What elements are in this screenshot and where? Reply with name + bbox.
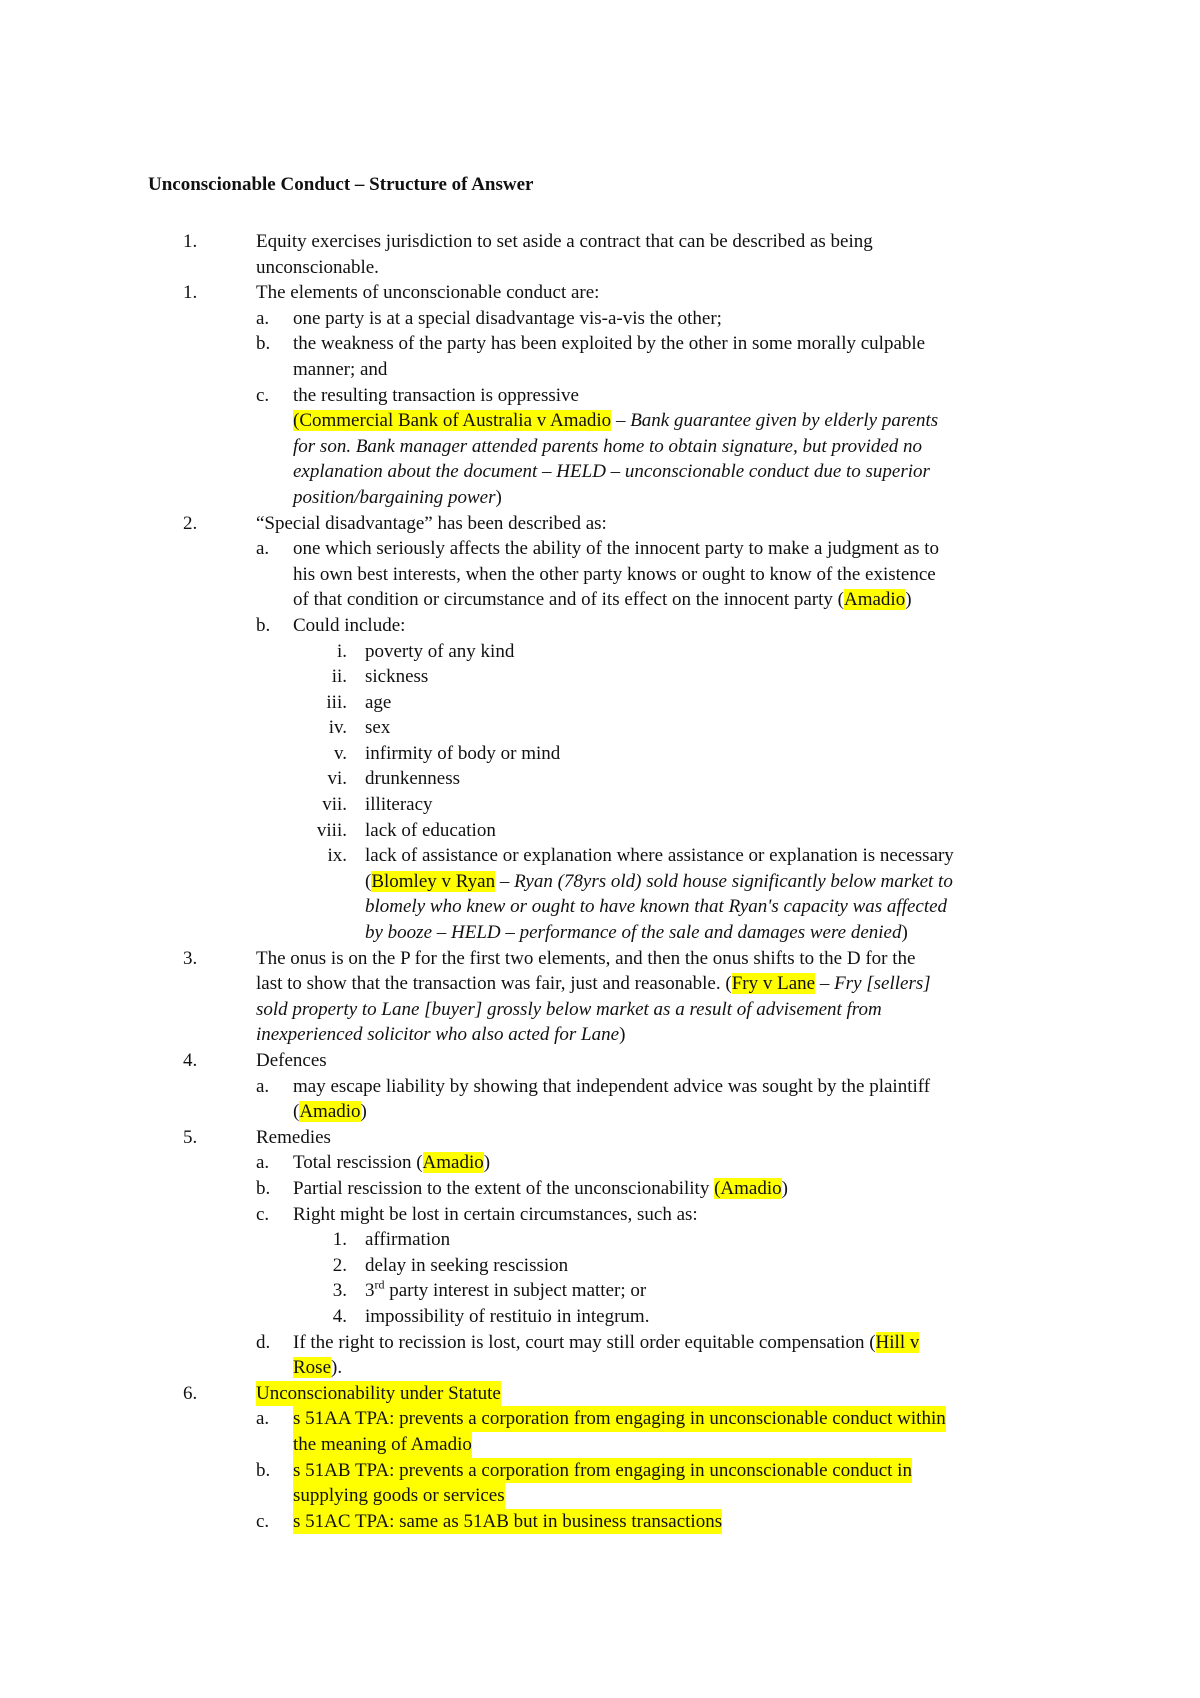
item-text: The elements of unconscionable conduct are: <box>256 282 600 304</box>
sub-item-text: may escape liability by showing that independent advice was sought by the plaintiff <box>293 1075 931 1097</box>
roman-item <box>0 715 1200 741</box>
roman-numeral: ix. <box>327 845 347 867</box>
item-number: 2. <box>183 512 198 534</box>
item-number: 1. <box>183 282 198 304</box>
sub-item-label: a. <box>256 1408 270 1430</box>
item-number: 6. <box>183 1382 198 1404</box>
sub-item-text: supplying goods or services <box>293 1483 505 1509</box>
item-number: 3. <box>332 1280 347 1302</box>
roman-item-text: age <box>365 691 392 713</box>
numbered-item-text: delay in seeking rescission <box>365 1254 569 1276</box>
case-summary: for son. Bank manager attended parents home to obtain signature, but provided no <box>293 435 923 457</box>
roman-numeral: ii. <box>331 666 347 688</box>
list-item <box>0 280 1200 306</box>
sub-item-label: d. <box>256 1331 271 1353</box>
case-citation: (Commercial Bank of Australia v Amadio – Bank guarantee given by elderly parents <box>293 410 939 432</box>
roman-item-text: sex <box>365 717 391 739</box>
roman-item-text: lack of assistance or explanation where assistance or explanation is necessary <box>365 845 954 867</box>
numbered-item-text: impossibility of restituio in integrum. <box>365 1305 650 1327</box>
sub-item <box>0 1406 1200 1432</box>
item-number: 1. <box>332 1229 347 1251</box>
sub-item-text: of that condition or circumstance and of its effect on the innocent party ( <box>293 589 844 611</box>
sub-item-text: s 51AC TPA: same as 51AB but in business transactions <box>293 1509 722 1535</box>
numbered-item <box>0 1227 1200 1253</box>
answer-outline: 1. Equity exercises jurisdiction to set aside a contract that can be described as being unconscionable. 1. The elements of unconscionable conduct are: a. one party is at a special disadvantage vis-a-vis the other; b. the weakness of the party has been exploited by the other in some morally culpable manner; and c. the resulting transaction is oppressive (Commercial Bank of Australia v Amadio – Bank guarantee given by elderly parents for son. Bank manager attended parents home to obtain signature, but provided no explanation about the document – HELD – unconscionable conduct due to superior position/bargaining power) 2. “Special disadvantage” has been described as: a. one which seriously affects the ability of the innocent party to make a judgment as to his own best interests, when the other party knows or ought to know of the existence of that condition or circumstance and of its effect on the innocent party (Amadio) b. Could include: i. poverty of any kind ii. sickness iii. age iv. sex v. infirmity of body or mind vi. drunkenness vii. illiteracy viii. lack of education ix. lack of assistance or explanation where assistance or explanation is necessary (Blomley v Ryan – Ryan (78yrs old) sold house significantly below market to blomely who knew or ought to have known that Ryan's capacity was affected by booze – HELD – performance of the sale and damages were denied) 3. The onus is on the P for the first two elements, and then the onus shifts to the D for the last to show that the transaction was fair, just and reasonable. (Fry v Lane – Fry [sellers] sold property to Lane [buyer] grossly below market as a result of advisement from inexperienced solicitor who also acted for Lane) 4. Defences a. may escape liability by showing that independent advice was sought by the plaintiff (Amadio) 5. Remedies a. Total rescission (Amadio) b. Partial rescission to the extent of the unconscionability (Amadio) c. Right might be lost in certain circumstances, such as: 1. affirmation 2. delay in seeking rescission 3. 3rd party interest in subject matter; or 4. impossibility of restituio in integrum. d. If the right to recission is lost, court may still order equitable compensation (Hill v Rose). 6. Unconscionability under Statute a. s 51AA TPA: prevents a corporation from engaging in unconscionable conduct within the meaning of Amadio b. s 51AB TPA: prevents a corporation from engaging in unconscionable conduct in supplying goods or services c. s 51AC TPA: same as 51AB but in business transactions <box>0 229 1200 1534</box>
list-item <box>0 946 1200 972</box>
sub-item-text: the resulting transaction is oppressive <box>293 384 579 406</box>
roman-numeral: iv. <box>328 717 347 739</box>
numbered-item <box>0 1304 1200 1330</box>
sub-item <box>0 1074 1200 1100</box>
sub-item-label: a. <box>256 1152 270 1174</box>
case-name: Amadio <box>299 1101 361 1123</box>
item-text: Defences <box>256 1050 327 1071</box>
roman-item <box>0 792 1200 818</box>
roman-item <box>0 843 1200 869</box>
sub-item <box>0 331 1200 357</box>
roman-numeral: iii. <box>326 691 347 713</box>
item-text: unconscionable. <box>256 256 379 278</box>
sub-item-text: Could include: <box>293 614 406 636</box>
item-number: 4. <box>183 1050 198 1071</box>
item-text: Equity exercises jurisdiction to set aside a contract that can be described as being <box>256 231 873 252</box>
sub-item-text: Partial rescission to the extent of the unconscionability <box>293 1177 715 1199</box>
roman-item <box>0 639 1200 665</box>
item-number: 2. <box>332 1254 347 1276</box>
sub-item-label: c. <box>256 384 270 406</box>
sub-item-text: s 51AB TPA: prevents a corporation from engaging in unconscionable conduct in <box>293 1458 912 1484</box>
sub-item <box>0 1458 1200 1484</box>
case-summary: position/bargaining power <box>293 486 496 508</box>
case-name: Hill v <box>875 1331 920 1353</box>
numbered-item <box>0 1253 1200 1279</box>
roman-numeral: vii. <box>322 794 347 816</box>
roman-item <box>0 818 1200 844</box>
item-text: Unconscionability under Statute <box>256 1381 501 1407</box>
document-title: Unconscionable Conduct – Structure of Answer <box>148 174 534 195</box>
sub-item-label: c. <box>256 1510 270 1532</box>
sub-item-label: b. <box>256 1177 271 1199</box>
item-number: 3. <box>183 947 198 969</box>
item-text: last to show that the transaction was fair, just and reasonable. ( <box>256 973 732 995</box>
roman-numeral: viii. <box>316 819 347 841</box>
case-summary: Ryan (78yrs old) sold house significantly below market to <box>514 870 953 892</box>
case-summary: blomely who knew or ought to have known that Ryan's capacity was affected <box>365 896 948 918</box>
sub-item-text: Right might be lost in certain circumstances, such as: <box>293 1203 698 1225</box>
sub-item-text: one which seriously affects the ability of the innocent party to make a judgment as to <box>293 538 939 560</box>
case-summary: sold property to Lane [buyer] grossly below market as a result of advisement from <box>256 998 882 1020</box>
list-item <box>0 1048 1200 1074</box>
sub-item <box>0 306 1200 332</box>
sub-item-text: s 51AA TPA: prevents a corporation from engaging in unconscionable conduct within <box>293 1406 946 1432</box>
sub-item-text: Total rescission ( <box>293 1152 423 1174</box>
roman-item-text: drunkenness <box>365 768 460 790</box>
list-item <box>0 1381 1200 1407</box>
sub-item-text: the meaning of Amadio <box>293 1432 472 1458</box>
sub-item-label: b. <box>256 333 271 355</box>
sub-item-text: the weakness of the party has been exploited by the other in some morally culpable <box>293 333 926 355</box>
sub-item <box>0 1509 1200 1535</box>
sub-item-label: b. <box>256 1459 271 1481</box>
roman-numeral: i. <box>336 640 347 662</box>
numbered-item: 3. 3rd party interest in subject matter; or <box>0 1278 1200 1304</box>
roman-item <box>0 664 1200 690</box>
case-summary: explanation about the document – HELD – unconscionable conduct due to superior <box>293 461 930 483</box>
sub-item-text: one party is at a special disadvantage vis-a-vis the other; <box>293 307 722 329</box>
roman-item <box>0 766 1200 792</box>
numbered-item-text: affirmation <box>365 1229 451 1251</box>
list-item <box>0 1125 1200 1151</box>
case-name: (Amadio <box>714 1177 782 1199</box>
sub-item-label: a. <box>256 538 270 560</box>
sub-item <box>0 536 1200 562</box>
case-summary: Bank guarantee given by elderly parents <box>630 410 939 432</box>
roman-numeral: vi. <box>327 768 347 790</box>
numbered-item-text: party interest in subject matter; or <box>384 1280 647 1302</box>
highlight: (Commercial Bank of Australia v Amadio <box>293 410 612 432</box>
roman-item-text: infirmity of body or mind <box>365 742 561 764</box>
case-name: Commercial Bank of Australia v Amadio <box>299 410 612 432</box>
case-name: Amadio <box>844 589 906 611</box>
roman-item-text: lack of education <box>365 819 496 841</box>
sub-item-label: a. <box>256 1075 270 1097</box>
case-name: Blomley v Ryan <box>371 870 496 892</box>
item-text: “Special disadvantage” has been described as: <box>256 512 607 534</box>
sub-item <box>0 383 1200 409</box>
sub-item-label: a. <box>256 307 270 329</box>
case-name: Rose <box>293 1357 331 1379</box>
roman-item <box>0 741 1200 767</box>
roman-numeral: v. <box>333 742 347 764</box>
roman-item-text: illiteracy <box>365 794 433 816</box>
roman-item <box>0 690 1200 716</box>
case-name: Fry v Lane <box>731 973 816 995</box>
sub-item: b. Partial rescission to the extent of the unconscionability (Amadio) <box>0 1176 1200 1202</box>
sub-item <box>0 1330 1200 1356</box>
item-text: Remedies <box>256 1126 331 1148</box>
sub-item <box>0 613 1200 639</box>
item-number: 5. <box>183 1126 198 1148</box>
sub-item-label: c. <box>256 1203 270 1225</box>
item-number: 4. <box>332 1305 347 1327</box>
sub-item: a. Total rescission (Amadio) <box>0 1150 1200 1176</box>
list-item <box>0 511 1200 537</box>
roman-item-text: poverty of any kind <box>365 640 515 662</box>
case-name: Amadio <box>422 1152 484 1174</box>
sub-item <box>0 1202 1200 1228</box>
sub-item-text: If the right to recission is lost, court may still order equitable compensation ( <box>293 1331 876 1353</box>
case-citation: (Blomley v Ryan – Ryan (78yrs old) sold house significantly below market to <box>365 870 953 892</box>
sub-item-text: manner; and <box>293 358 388 380</box>
item-text: The onus is on the P for the first two elements, and then the onus shifts to the D for the <box>256 947 916 969</box>
sub-item-text: his own best interests, when the other party knows or ought to know of the existence <box>293 563 936 585</box>
item-number: 1. <box>183 231 198 252</box>
list-item <box>0 229 1200 255</box>
sub-item-label: b. <box>256 614 271 636</box>
case-summary: inexperienced solicitor who also acted for Lane <box>256 1024 620 1046</box>
case-summary: Fry [sellers] <box>834 973 931 995</box>
case-summary: by booze – HELD – performance of the sale and damages were denied <box>365 922 902 944</box>
roman-item-text: sickness <box>365 666 429 688</box>
